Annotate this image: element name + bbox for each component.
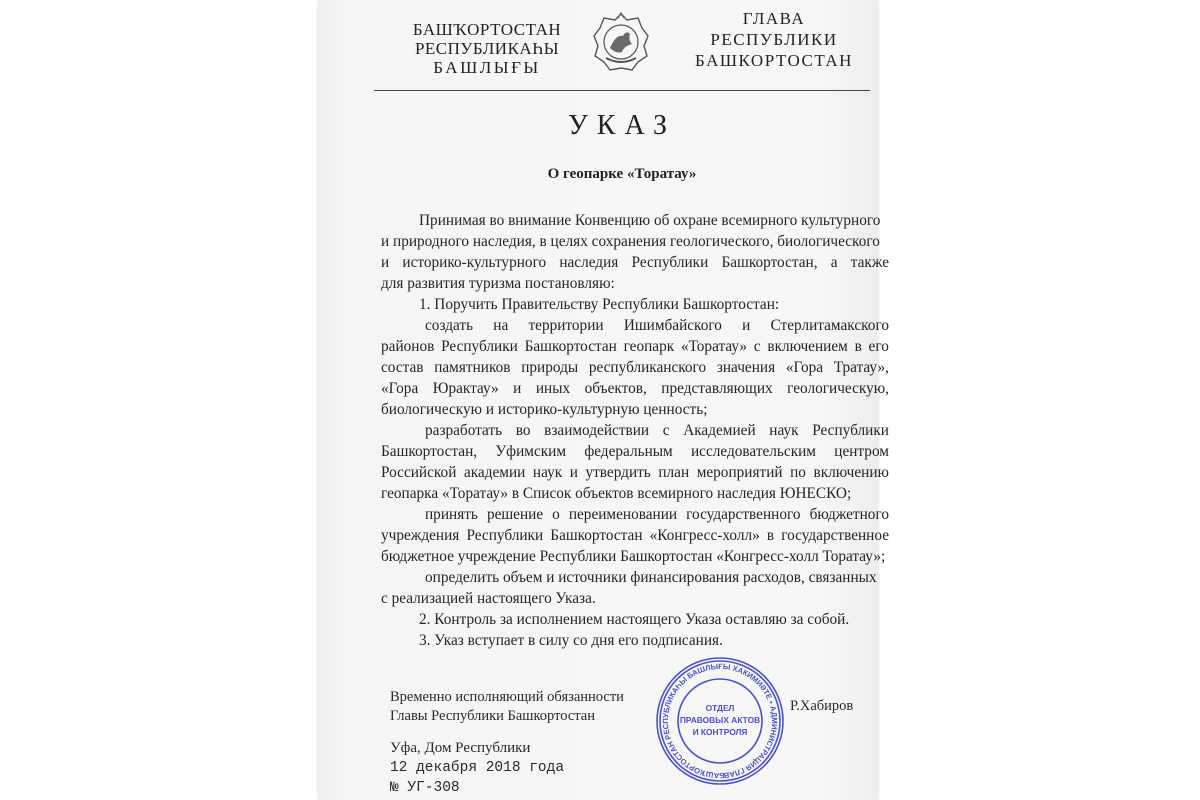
preamble-line: для развития туризма постановляю: — [381, 275, 615, 292]
coat-of-arms-icon — [592, 12, 650, 76]
header-divider — [374, 90, 870, 91]
item1-finance-line: определить объем и источники финансирования расходов, связанных — [425, 569, 877, 586]
document-body — [381, 210, 889, 651]
header-right-line: РЕСПУБЛИКИ — [710, 30, 838, 49]
header-left-line: БАШЛЫҒЫ — [433, 58, 541, 77]
item1-develop-line: геопарка «Торатау» в Список объектов всемирного наследия ЮНЕСКО; — [381, 485, 852, 502]
date-line: 12 декабря 2018 года — [390, 760, 565, 776]
item1-develop-line: Башкортостан, Уфимским федеральным исследовательским центром — [381, 443, 889, 460]
header-left-bashkir — [408, 20, 566, 77]
item1-create-line: «Гора Юрактау» и иных объектов, представляющих геологическую, — [381, 380, 889, 397]
item1-rename-line: учреждения Республики Башкортостан «Конгресс-холл» в государственное — [381, 527, 889, 544]
document-title: УКАЗ — [567, 110, 677, 141]
place-date-number — [390, 738, 564, 798]
place-line: Уфа, Дом Республики — [390, 740, 531, 756]
item1-rename-line: бюджетное учреждение Республики Башкортостан «Конгресс-холл Торатау»; — [381, 548, 886, 565]
decree-number: № УГ-308 — [390, 780, 460, 796]
item1-create-line: биологическую и историко-культурную ценность; — [381, 401, 708, 418]
signatory-position-line: Главы Республики Башкортостан — [390, 708, 595, 724]
stamp-outer-text: БАШҠОРТОСТАН РЕСПУБЛИКАҺЫ БАШЛЫҒЫ ХАКИМИӘТЕ • АДМИНИСТРАЦИЯ ГЛАВЫ — [660, 661, 780, 781]
stamp-center-line: ОТДЕЛ — [705, 703, 735, 713]
header-left-line: БАШҠОРТОСТАН — [412, 20, 562, 39]
preamble-line: и историко-культурного наследия Республики Башкортостан, а также — [381, 254, 889, 271]
official-stamp — [654, 655, 786, 787]
header-right-line: БАШКОРТОСТАН — [695, 51, 853, 70]
signatory-position-line: Временно исполняющий обязанности — [390, 689, 624, 705]
item2: 2. Контроль за исполнением настоящего Указа оставляю за собой. — [419, 611, 850, 628]
header-right-line: ГЛАВА — [742, 9, 806, 28]
item1-develop-line: разработать во взаимодействии с Академией наук Республики — [425, 422, 889, 439]
item3: 3. Указ вступает в силу со дня его подписания. — [419, 632, 723, 649]
item1-heading: 1. Поручить Правительству Республики Башкортостан: — [419, 296, 780, 313]
header-right-russian — [690, 8, 858, 71]
stamp-center-line: ПРАВОВЫХ АКТОВ — [679, 715, 761, 725]
item1-create-line: состав памятников природы республиканского значения «Гора Тратау», — [381, 359, 889, 376]
item1-create-line: создать на территории Ишимбайского и Стерлитамакского — [425, 317, 889, 334]
stamp-center-line: И КОНТРОЛЯ — [692, 727, 748, 737]
item1-rename-line: принять решение о переименовании государственного бюджетного — [425, 506, 889, 523]
preamble-line: Принимая во внимание Конвенцию об охране всемирного культурного — [419, 212, 881, 229]
item1-create-line: районов Республики Башкортостан геопарк «Торатау» с включением в его — [381, 338, 889, 355]
document-subtitle: О геопарке «Торатау» — [547, 166, 697, 182]
item1-develop-line: Российской академии наук и утвердить план мероприятий по включению — [381, 464, 889, 481]
header-left-line: РЕСПУБЛИКАҺЫ — [414, 39, 560, 58]
preamble-line: и природного наследия, в целях сохранения геологического, биологического — [381, 233, 880, 250]
item1-finance-line: с реализацией настоящего Указа. — [381, 590, 596, 607]
signatory-position — [390, 688, 624, 726]
signatory-name: Р.Хабиров — [790, 698, 854, 714]
